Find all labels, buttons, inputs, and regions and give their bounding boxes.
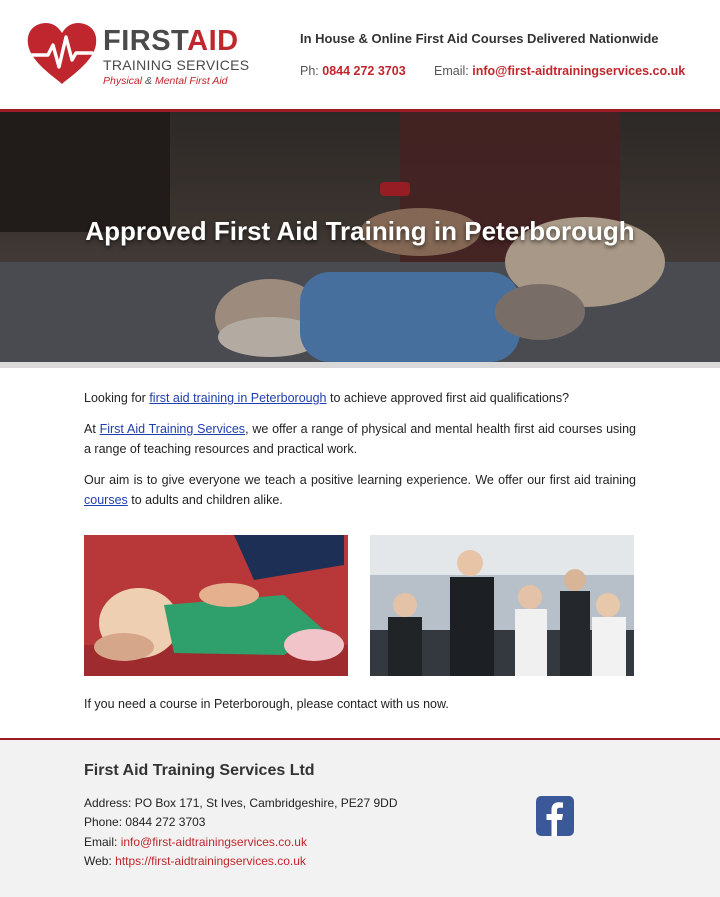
- about-paragraph: [84, 419, 636, 459]
- main-content: [84, 388, 636, 521]
- footer-web-label: Web:: [84, 854, 112, 868]
- page-title: Approved First Aid Training in Peterborough: [85, 216, 635, 246]
- company-link[interactable]: First Aid Training Services: [99, 422, 246, 436]
- intro-paragraph: [84, 388, 636, 408]
- footer-address-value: PO Box 171, St Ives, Cambridgeshire, PE27 9DD: [134, 796, 398, 810]
- header-phone-label: Ph:: [300, 64, 319, 78]
- peterborough-training-link[interactable]: first aid training in Peterborough: [149, 391, 327, 405]
- hero-banner: [0, 112, 720, 362]
- p3-after: to adults and children alike.: [127, 493, 283, 507]
- logo-tag-amp: &: [145, 75, 153, 87]
- logo-aid-text: AID: [187, 25, 239, 57]
- header-phone-value[interactable]: 0844 272 3703: [322, 64, 406, 78]
- header-email-link[interactable]: info@first-aidtrainingservices.co.uk: [472, 64, 686, 78]
- footer-address-label: Address:: [84, 796, 132, 810]
- heart-pulse-icon: [26, 22, 98, 86]
- p2-before: At: [84, 422, 100, 436]
- p1-after: to achieve approved first aid qualifications?: [326, 391, 570, 405]
- infant-cpr-photo: [84, 535, 348, 676]
- footer-phone-label: Phone:: [84, 815, 123, 829]
- logo-tag-mental: Mental First Aid: [154, 75, 228, 87]
- footer-email-label: Email:: [84, 835, 118, 849]
- site-footer: [0, 740, 720, 897]
- footer-phone-value[interactable]: 0844 272 3703: [125, 815, 206, 829]
- header-tagline: In House & Online First Aid Courses Delivered Nationwide: [300, 31, 659, 46]
- p3-before: Our aim is to give everyone we teach a positive learning experience. We offer our first aid training: [84, 473, 636, 487]
- footer-address: [84, 796, 398, 810]
- students-illustration: [370, 535, 634, 676]
- facebook-glyph: [536, 796, 574, 836]
- p2-after: , we offer a range of physical and mental health first aid courses using a range of teaching resources and practical work.: [84, 422, 636, 456]
- footer-phone: [84, 815, 205, 829]
- logo-training-text: TRAINING SERVICES: [103, 57, 250, 73]
- aim-paragraph: [84, 470, 636, 510]
- logo-tagline: [103, 74, 228, 88]
- courses-link[interactable]: courses: [84, 493, 128, 507]
- facebook-icon[interactable]: [536, 796, 574, 836]
- header-email: [434, 64, 685, 78]
- logo-first-text: FIRST: [103, 25, 188, 57]
- logo-wordmark: [103, 26, 239, 56]
- company-logo[interactable]: [26, 22, 250, 92]
- footer-email: [84, 835, 307, 849]
- contact-cta: If you need a course in Peterborough, please contact with us now.: [84, 697, 449, 711]
- header-email-label: Email:: [434, 64, 469, 78]
- students-training-photo: [370, 535, 634, 676]
- footer-email-link[interactable]: info@first-aidtrainingservices.co.uk: [120, 835, 307, 849]
- footer-web: [84, 854, 306, 868]
- p1-before: Looking for: [84, 391, 150, 405]
- logo-tag-physical: Physical: [103, 75, 143, 87]
- infant-cpr-illustration: [84, 535, 348, 676]
- site-header: [0, 0, 720, 110]
- header-phone: [300, 64, 406, 78]
- footer-web-link[interactable]: https://first-aidtrainingservices.co.uk: [115, 854, 306, 868]
- footer-company-name: First Aid Training Services Ltd: [84, 762, 315, 779]
- hero-divider: [0, 362, 720, 368]
